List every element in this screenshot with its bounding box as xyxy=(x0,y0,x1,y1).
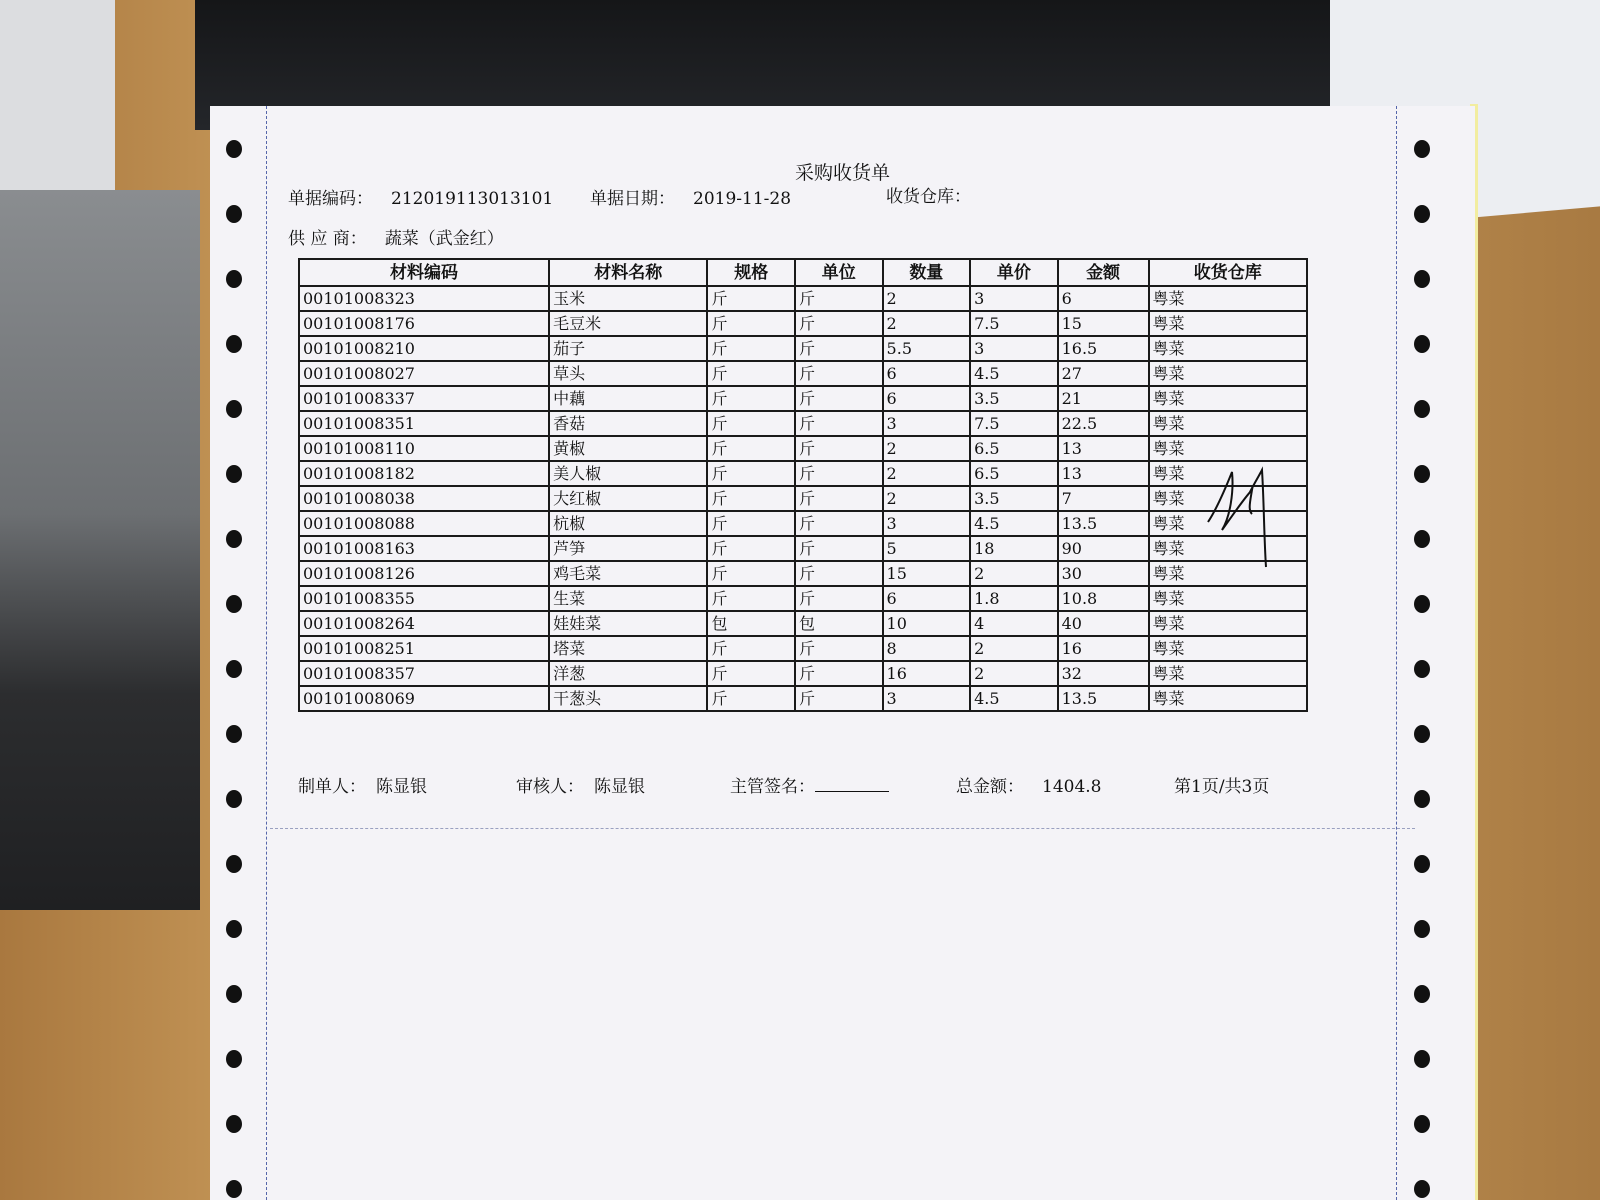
total-value: 1404.8 xyxy=(1042,777,1102,797)
warehouse-cell: 粤菜 xyxy=(1149,586,1307,611)
table-body xyxy=(299,286,1307,711)
material-name-cell: 草头 xyxy=(549,361,707,386)
quantity-cell: 6 xyxy=(883,586,971,611)
warehouse-cell: 粤菜 xyxy=(1149,361,1307,386)
unit-cell: 斤 xyxy=(795,386,883,411)
warehouse-cell: 粤菜 xyxy=(1149,286,1307,311)
quantity-cell: 3 xyxy=(883,511,971,536)
table-row xyxy=(299,561,1307,586)
unit-cell: 斤 xyxy=(795,361,883,386)
reviewer-value: 陈显银 xyxy=(594,777,645,797)
table-row xyxy=(299,436,1307,461)
paper-stack-left xyxy=(0,0,115,210)
material-name-cell: 生菜 xyxy=(549,586,707,611)
tractor-hole xyxy=(226,530,242,548)
unit-price-cell: 7.5 xyxy=(970,311,1058,336)
warehouse-cell: 粤菜 xyxy=(1149,436,1307,461)
tractor-hole xyxy=(1414,920,1430,938)
perforation-fold xyxy=(270,828,1415,829)
amount-cell: 16 xyxy=(1058,636,1149,661)
spec-cell: 斤 xyxy=(707,586,795,611)
unit-price-cell: 4.5 xyxy=(970,361,1058,386)
tractor-hole xyxy=(226,465,242,483)
unit-price-cell: 3.5 xyxy=(970,386,1058,411)
unit-price-cell: 2 xyxy=(970,636,1058,661)
amount-cell: 40 xyxy=(1058,611,1149,636)
tractor-hole xyxy=(1414,335,1430,353)
spec-cell: 斤 xyxy=(707,411,795,436)
doc-date-label: 单据日期： xyxy=(590,189,675,209)
unit-price-cell: 3 xyxy=(970,286,1058,311)
quantity-cell: 2 xyxy=(883,286,971,311)
material-code-cell: 00101008251 xyxy=(299,636,549,661)
table-row xyxy=(299,386,1307,411)
tractor-hole xyxy=(1414,725,1430,743)
amount-cell: 13 xyxy=(1058,461,1149,486)
tractor-hole xyxy=(1414,205,1430,223)
material-code-cell: 00101008337 xyxy=(299,386,549,411)
amount-cell: 15 xyxy=(1058,311,1149,336)
column-header: 单价 xyxy=(970,259,1058,286)
table-row xyxy=(299,286,1307,311)
unit-cell: 斤 xyxy=(795,411,883,436)
quantity-cell: 3 xyxy=(883,686,971,711)
tractor-hole xyxy=(226,985,242,1003)
tractor-hole xyxy=(1414,660,1430,678)
tractor-hole xyxy=(1414,270,1430,288)
material-name-cell: 芦笋 xyxy=(549,536,707,561)
column-header: 单位 xyxy=(795,259,883,286)
total-field xyxy=(956,772,1101,797)
table-row xyxy=(299,361,1307,386)
supervisor-field xyxy=(730,772,889,797)
column-header: 材料名称 xyxy=(549,259,707,286)
spec-cell: 斤 xyxy=(707,636,795,661)
unit-cell: 斤 xyxy=(795,586,883,611)
tractor-hole xyxy=(226,335,242,353)
tractor-hole xyxy=(1414,1180,1430,1198)
material-name-cell: 毛豆米 xyxy=(549,311,707,336)
spec-cell: 斤 xyxy=(707,536,795,561)
spec-cell: 斤 xyxy=(707,436,795,461)
material-code-cell: 00101008069 xyxy=(299,686,549,711)
tractor-hole xyxy=(1414,595,1430,613)
table-row xyxy=(299,636,1307,661)
quantity-cell: 2 xyxy=(883,311,971,336)
tractor-hole xyxy=(226,1180,242,1198)
warehouse-cell: 粤菜 xyxy=(1149,636,1307,661)
amount-cell: 21 xyxy=(1058,386,1149,411)
material-name-cell: 干葱头 xyxy=(549,686,707,711)
amount-cell: 27 xyxy=(1058,361,1149,386)
unit-cell: 斤 xyxy=(795,336,883,361)
column-header: 金额 xyxy=(1058,259,1149,286)
column-header: 数量 xyxy=(883,259,971,286)
table-row xyxy=(299,511,1307,536)
tractor-hole xyxy=(226,790,242,808)
quantity-cell: 5.5 xyxy=(883,336,971,361)
spec-cell: 斤 xyxy=(707,311,795,336)
amount-cell: 32 xyxy=(1058,661,1149,686)
perforation-right xyxy=(1396,106,1397,1200)
warehouse-cell: 粤菜 xyxy=(1149,611,1307,636)
quantity-cell: 10 xyxy=(883,611,971,636)
tractor-hole xyxy=(1414,140,1430,158)
material-name-cell: 鸡毛菜 xyxy=(549,561,707,586)
quantity-cell: 8 xyxy=(883,636,971,661)
material-code-cell: 00101008355 xyxy=(299,586,549,611)
supervisor-sign-line xyxy=(815,775,889,792)
material-code-cell: 00101008038 xyxy=(299,486,549,511)
quantity-cell: 16 xyxy=(883,661,971,686)
amount-cell: 90 xyxy=(1058,536,1149,561)
material-code-cell: 00101008110 xyxy=(299,436,549,461)
table-row xyxy=(299,336,1307,361)
warehouse-cell: 粤菜 xyxy=(1149,661,1307,686)
unit-cell: 斤 xyxy=(795,436,883,461)
unit-price-cell: 3.5 xyxy=(970,486,1058,511)
quantity-cell: 6 xyxy=(883,361,971,386)
amount-cell: 7 xyxy=(1058,486,1149,511)
material-name-cell: 杭椒 xyxy=(549,511,707,536)
handwritten-signature xyxy=(1200,462,1290,572)
doc-number-value: 212019113013101 xyxy=(391,189,554,209)
spec-cell: 斤 xyxy=(707,561,795,586)
warehouse-cell: 粤菜 xyxy=(1149,386,1307,411)
spec-cell: 斤 xyxy=(707,661,795,686)
supplier-value: 蔬菜（武金红） xyxy=(384,229,504,249)
warehouse-cell: 粤菜 xyxy=(1149,561,1307,586)
amount-cell: 22.5 xyxy=(1058,411,1149,436)
warehouse-cell: 粤菜 xyxy=(1149,311,1307,336)
unit-price-cell: 6.5 xyxy=(970,436,1058,461)
receipt-sheet xyxy=(210,106,1475,1200)
tractor-hole xyxy=(1414,1050,1430,1068)
tractor-hole xyxy=(226,1115,242,1133)
unit-price-cell: 1.8 xyxy=(970,586,1058,611)
quantity-cell: 2 xyxy=(883,436,971,461)
material-code-cell: 00101008163 xyxy=(299,536,549,561)
quantity-cell: 2 xyxy=(883,461,971,486)
tractor-hole xyxy=(226,270,242,288)
table-row xyxy=(299,536,1307,561)
table-row xyxy=(299,586,1307,611)
material-name-cell: 洋葱 xyxy=(549,661,707,686)
maker-value: 陈显银 xyxy=(376,777,427,797)
amount-cell: 13.5 xyxy=(1058,511,1149,536)
unit-cell: 包 xyxy=(795,611,883,636)
material-name-cell: 香菇 xyxy=(549,411,707,436)
unit-cell: 斤 xyxy=(795,561,883,586)
material-code-cell: 00101008126 xyxy=(299,561,549,586)
warehouse-cell: 粤菜 xyxy=(1149,411,1307,436)
supervisor-label: 主管签名： xyxy=(730,777,815,797)
material-code-cell: 00101008027 xyxy=(299,361,549,386)
material-name-cell: 娃娃菜 xyxy=(549,611,707,636)
supplier-field xyxy=(288,224,504,249)
unit-price-cell: 4.5 xyxy=(970,686,1058,711)
material-name-cell: 中藕 xyxy=(549,386,707,411)
supplier-label: 供 应 商： xyxy=(288,229,367,249)
material-name-cell: 大红椒 xyxy=(549,486,707,511)
spec-cell: 斤 xyxy=(707,461,795,486)
table-row xyxy=(299,486,1307,511)
spec-cell: 包 xyxy=(707,611,795,636)
material-name-cell: 茄子 xyxy=(549,336,707,361)
column-header: 收货仓库 xyxy=(1149,259,1307,286)
material-code-cell: 00101008323 xyxy=(299,286,549,311)
tractor-hole xyxy=(1414,465,1430,483)
table-row xyxy=(299,311,1307,336)
spec-cell: 斤 xyxy=(707,386,795,411)
tractor-hole xyxy=(226,920,242,938)
unit-price-cell: 2 xyxy=(970,661,1058,686)
material-code-cell: 00101008357 xyxy=(299,661,549,686)
warehouse-label: 收货仓库： xyxy=(886,187,971,207)
table-row xyxy=(299,611,1307,636)
warehouse-cell: 粤菜 xyxy=(1149,511,1307,536)
unit-cell: 斤 xyxy=(795,661,883,686)
material-code-cell: 00101008176 xyxy=(299,311,549,336)
maker-label: 制单人： xyxy=(298,777,366,797)
tractor-hole xyxy=(226,595,242,613)
unit-cell: 斤 xyxy=(795,636,883,661)
warehouse-cell: 粤菜 xyxy=(1149,336,1307,361)
perforation-left xyxy=(266,106,267,1200)
material-name-cell: 黄椒 xyxy=(549,436,707,461)
maker-field xyxy=(298,772,427,797)
total-label: 总金额： xyxy=(956,777,1024,797)
unit-price-cell: 4.5 xyxy=(970,511,1058,536)
material-code-cell: 00101008351 xyxy=(299,411,549,436)
tractor-hole xyxy=(1414,855,1430,873)
unit-cell: 斤 xyxy=(795,286,883,311)
unit-price-cell: 7.5 xyxy=(970,411,1058,436)
items-table xyxy=(298,258,1308,712)
tractor-hole xyxy=(1414,790,1430,808)
spec-cell: 斤 xyxy=(707,486,795,511)
tractor-hole xyxy=(226,855,242,873)
tractor-hole xyxy=(226,400,242,418)
spec-cell: 斤 xyxy=(707,361,795,386)
unit-price-cell: 18 xyxy=(970,536,1058,561)
printer-body xyxy=(0,190,200,910)
page-info: 第1页/共3页 xyxy=(1174,777,1270,797)
unit-price-cell: 6.5 xyxy=(970,461,1058,486)
amount-cell: 10.8 xyxy=(1058,586,1149,611)
amount-cell: 16.5 xyxy=(1058,336,1149,361)
tractor-hole xyxy=(1414,530,1430,548)
reviewer-label: 审核人： xyxy=(516,777,584,797)
tractor-hole xyxy=(226,205,242,223)
material-code-cell: 00101008264 xyxy=(299,611,549,636)
doc-number-label: 单据编码： xyxy=(288,189,373,209)
table-row xyxy=(299,686,1307,711)
quantity-cell: 15 xyxy=(883,561,971,586)
material-code-cell: 00101008088 xyxy=(299,511,549,536)
amount-cell: 13.5 xyxy=(1058,686,1149,711)
tractor-hole xyxy=(226,725,242,743)
quantity-cell: 6 xyxy=(883,386,971,411)
amount-cell: 6 xyxy=(1058,286,1149,311)
unit-cell: 斤 xyxy=(795,536,883,561)
reviewer-field xyxy=(516,772,645,797)
column-header: 材料编码 xyxy=(299,259,549,286)
unit-price-cell: 2 xyxy=(970,561,1058,586)
table-row xyxy=(299,461,1307,486)
spec-cell: 斤 xyxy=(707,511,795,536)
spec-cell: 斤 xyxy=(707,336,795,361)
material-code-cell: 00101008210 xyxy=(299,336,549,361)
doc-date-value: 2019-11-28 xyxy=(693,189,792,209)
doc-date-field xyxy=(590,184,791,209)
table-header-row xyxy=(299,259,1307,286)
quantity-cell: 3 xyxy=(883,411,971,436)
unit-price-cell: 3 xyxy=(970,336,1058,361)
material-name-cell: 美人椒 xyxy=(549,461,707,486)
tractor-hole xyxy=(1414,985,1430,1003)
column-header: 规格 xyxy=(707,259,795,286)
tractor-hole xyxy=(226,1050,242,1068)
amount-cell: 30 xyxy=(1058,561,1149,586)
material-name-cell: 塔菜 xyxy=(549,636,707,661)
tractor-hole xyxy=(226,140,242,158)
warehouse-cell: 粤菜 xyxy=(1149,536,1307,561)
warehouse-cell: 粤菜 xyxy=(1149,486,1307,511)
unit-cell: 斤 xyxy=(795,511,883,536)
spec-cell: 斤 xyxy=(707,686,795,711)
unit-cell: 斤 xyxy=(795,311,883,336)
quantity-cell: 2 xyxy=(883,486,971,511)
warehouse-cell: 粤菜 xyxy=(1149,461,1307,486)
unit-cell: 斤 xyxy=(795,486,883,511)
unit-cell: 斤 xyxy=(795,686,883,711)
unit-cell: 斤 xyxy=(795,461,883,486)
warehouse-cell: 粤菜 xyxy=(1149,686,1307,711)
unit-price-cell: 4 xyxy=(970,611,1058,636)
quantity-cell: 5 xyxy=(883,536,971,561)
spec-cell: 斤 xyxy=(707,286,795,311)
doc-number-field xyxy=(288,184,553,209)
tractor-hole xyxy=(226,660,242,678)
tractor-hole xyxy=(1414,400,1430,418)
material-name-cell: 玉米 xyxy=(549,286,707,311)
amount-cell: 13 xyxy=(1058,436,1149,461)
document-title: 采购收货单 xyxy=(794,162,890,184)
tractor-hole xyxy=(1414,1115,1430,1133)
warehouse-field xyxy=(886,182,989,207)
table-row xyxy=(299,411,1307,436)
table-row xyxy=(299,661,1307,686)
material-code-cell: 00101008182 xyxy=(299,461,549,486)
